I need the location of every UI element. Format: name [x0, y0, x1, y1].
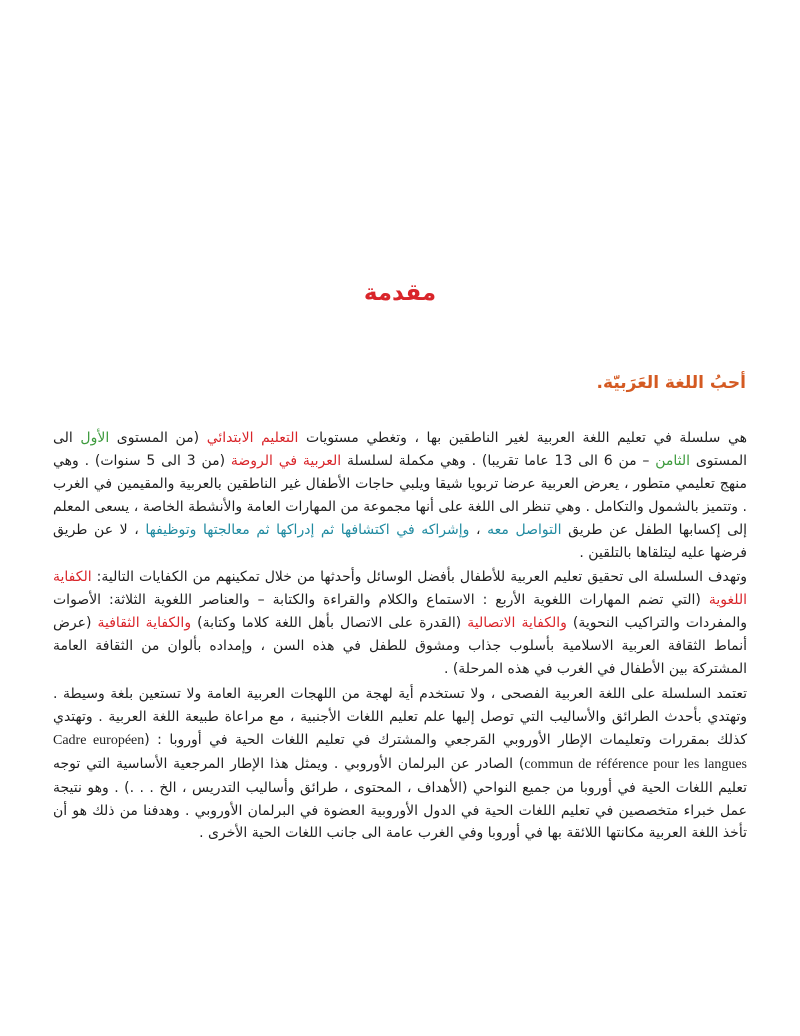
highlight-communication: التواصل معه [487, 521, 562, 538]
text-segment: (من 3 الى 5 سنوات) . وهي منهج تعليمي متطور ، يعرض العربية عرضا تربويا شيقا ويلبي حاجات الأطفال غير الناطقين بالعربية والمقيمين في الغرب . وتتميز بالشمول والتكامل . وهي تنظر الى اللغة على أنها مجموعة من المهارات العامة والأنشطة الخاصة ، يسعى المعلم إلى إكسابها الطفل عن طريق [53, 452, 747, 538]
highlight-arabic-kindergarten: العربية في الروضة [230, 452, 342, 469]
text-segment: ، [469, 521, 488, 538]
text-segment: ) الصادر عن البرلمان الأوروبي . ويمثل هذا الإطار المرجعية الأساسية التي توجه تعليم اللغات الحية في أوروبا من جميع النواحي (الأهداف ، المحتوى ، طرائق وأساليب التدريس ، الخ . . .) . وهو نتيجة عمل خبراء متخصصين في تعليم اللغات الحية في الدول الأوروبية العضوة في البرلمان الأوروبي . وهدفنا من ذلك هو أن تأخذ اللغة العربية مكانتها اللائقة بها في أوروبا وفي الغرب عامة الى جانب اللغات الحية الأخرى . [53, 755, 747, 842]
text-segment: الى المستوى [53, 430, 747, 469]
intro-paragraph-1 [53, 427, 747, 564]
intro-paragraph-2 [53, 566, 747, 681]
intro-paragraph-3 [53, 683, 747, 845]
text-segment: (من المستوى [109, 430, 207, 446]
highlight-primary-education: التعليم الابتدائي [206, 430, 299, 446]
text-segment: تعتمد السلسلة على اللغة العربية الفصحى ، ولا تستخدم أية لهجة من اللهجات العربية العامة ولا تستعين بلغة وسيطة . وتهتدي بأحدث الطرائق والأساليب التي توصل إليها علم تعليم اللغات الأجنبية ، مع مراعاة طبيعة اللغة العربية . وتهتدي كذلك بمقررات وتعليمات الإطار الأوروبي المَرجعي والمشترك في تعليم اللغات الحية في أوروبا : ( [53, 685, 747, 748]
highlight-linguistic-competence: الكفاية اللغوية [53, 569, 747, 609]
text-segment: وتهدف السلسلة الى تحقيق تعليم العربية للأطفال بأفضل الوسائل وأحدثها من خلال تمكينهم من الكفايات التالية: [91, 569, 747, 586]
highlight-level-eighth: الثامن [655, 452, 691, 469]
highlight-communicative-competence: والكفاية الاتصالية [467, 615, 567, 632]
highlight-level-first: الأول [80, 430, 110, 446]
cefr-french-title: Cadre européen commun de référence pour les langues [53, 732, 747, 772]
highlight-cultural-competence: والكفاية الثقافية [97, 615, 192, 632]
text-segment: – من 6 الى 13 عاما تقريبا) . وهي مكملة لسلسلة [341, 452, 656, 469]
text-segment: ، لا عن طريق فرضها عليه ليتلقاها بالتلقين . [53, 521, 747, 561]
text-segment: هي سلسلة في تعليم اللغة العربية لغير الناطقين بها ، وتغطي مستويات [298, 430, 748, 446]
text-segment: (التي تضم المهارات اللغوية الأربع : الاستماع والكلام والقراءة والكتابة – والعناصر اللغوية الثلاثة: الأصوات والمفردات والتراكيب النحوية) [53, 592, 747, 632]
series-name-heading: أحبُ اللغة العَرَبيّة. [596, 373, 746, 393]
text-segment: (القدرة على الاتصال بأهل اللغة كلاما وكتابة) [191, 615, 468, 632]
text-segment: (عرض أنماط الثقافة العربية الاسلامية بأسلوب جذاب ومشوق للطفل في هذه السن ، وإمداده بألوان من الثقافة العامة المشتركة بين الأطفال في الغرب في هذه المرحلة) . [53, 615, 747, 678]
highlight-discovery: وإشراكه في اكتشافها ثم إدراكها ثم معالجتها وتوظيفها [145, 521, 470, 538]
page-title: مقدمة [363, 280, 437, 306]
introduction-body [53, 427, 747, 845]
